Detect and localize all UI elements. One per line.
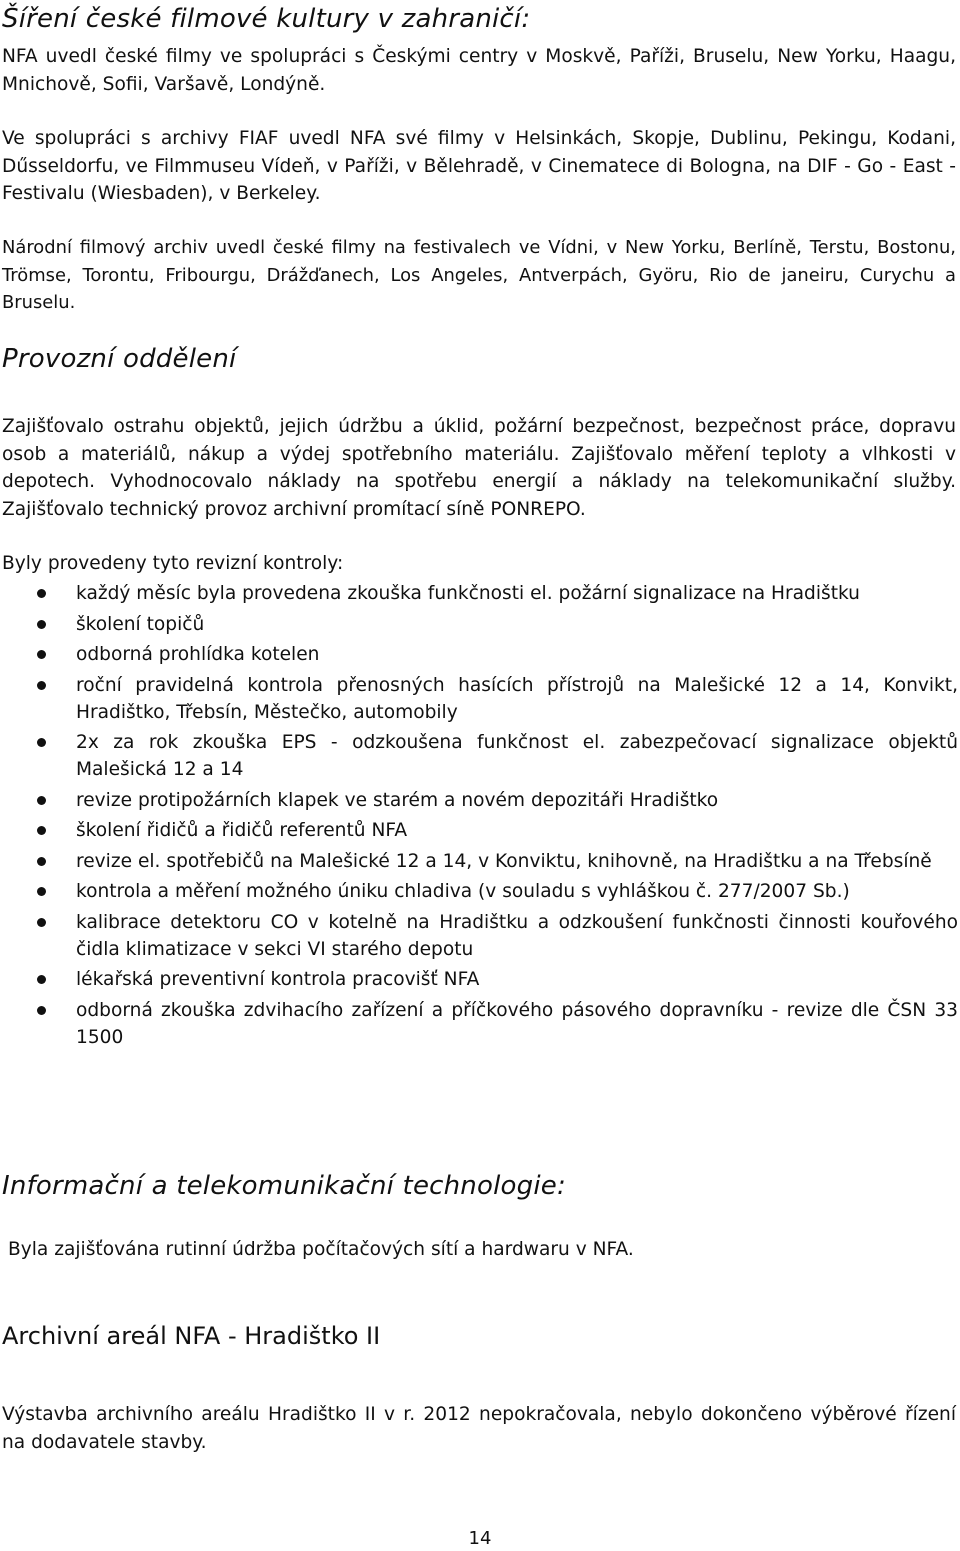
- paragraph-it: Byla zajišťována rutinní údržba počítačových sítí a hardwaru v NFA.: [8, 1239, 634, 1260]
- list-item: revize el. spotřebičů na Malešické 12 a 14, v Konviktu, knihovně, na Hradištku a na Třebsíně: [0, 848, 958, 875]
- bullet-icon: [37, 620, 46, 629]
- heading-culture-abroad: Šíření české filmové kultury v zahraničí:: [2, 4, 531, 34]
- bullet-icon: [37, 918, 46, 927]
- bullet-icon: [37, 975, 46, 984]
- list-item: lékařská preventivní kontrola pracovišť NFA: [0, 966, 958, 993]
- paragraph-archive-area: Výstavba archivního areálu Hradištko II v r. 2012 nepokračovala, nebylo dokončeno výběrové řízení na dodavatele stavby.: [2, 1404, 956, 1453]
- bullet-icon: [37, 826, 46, 835]
- bullet-icon: [37, 857, 46, 866]
- list-item: odborná zkouška zdvihacího zařízení a příčkového pásového dopravníku - revize dle ČSN 33 1500: [0, 997, 958, 1051]
- bullet-icon: [37, 589, 46, 598]
- paragraph-operations: Zajišťovalo ostrahu objektů, jejich údržbu a úklid, požární bezpečnost, bezpečnost práce, dopravu osob a materiálů, nákup a výdej spotřebního materiálu. Zajišťovalo měření teploty a vlhkosti v depotech. Vyhodnocovalo náklady na spotřebu energií a náklady na telekomunikační služby. Zajišťovalo technický provoz archivní promítací síně PONREPO.: [2, 416, 956, 520]
- list-item: revize protipožárních klapek ve starém a novém depozitáři Hradištko: [0, 787, 958, 814]
- bullet-icon: [37, 738, 46, 747]
- bullet-icon: [37, 887, 46, 896]
- paragraph-inspections-intro: Byly provedeny tyto revizní kontroly:: [2, 553, 344, 574]
- inspection-list: [0, 580, 958, 1054]
- bullet-icon: [37, 681, 46, 690]
- heading-it: Informační a telekomunikační technologie:: [2, 1171, 566, 1201]
- heading-archive-area: Archivní areál NFA - Hradištko II: [2, 1322, 381, 1350]
- bullet-icon: [37, 796, 46, 805]
- heading-operations: Provozní oddělení: [2, 344, 237, 374]
- bullet-icon: [37, 1006, 46, 1015]
- paragraph-czech-centres: NFA uvedl české filmy ve spolupráci s Českými centry v Moskvě, Paříži, Bruselu, New Yorku, Haagu, Mnichově, Sofii, Varšavě, Londýně.: [2, 46, 956, 95]
- page-number: 14: [468, 1528, 492, 1549]
- list-item: kontrola a měření možného úniku chladiva (v souladu s vyhláškou č. 277/2007 Sb.): [0, 878, 958, 905]
- list-item: každý měsíc byla provedena zkouška funkčnosti el. požární signalizace na Hradištku: [0, 580, 958, 607]
- paragraph-fiaf-archives: Ve spolupráci s archivy FIAF uvedl NFA své filmy v Helsinkách, Skopje, Dublinu, Pekingu, Kodani, Dűsseldorfu, ve Filmmuseu Vídeň, v Paříži, v Bělehradě, v Cinematece di Bologna, na DIF - Go - East - Festivalu (Wiesbaden), v Berkeley.: [2, 128, 956, 204]
- list-item: školení topičů: [0, 611, 958, 638]
- paragraph-festivals: Národní filmový archiv uvedl české filmy na festivalech ve Vídni, v New Yorku, Berlíně, Terstu, Bostonu, Trömse, Torontu, Fribourgu, Drážďanech, Los Angeles, Antverpách, Györu, Rio de janeiru, Curychu a Bruselu.: [2, 237, 956, 313]
- list-item: 2x za rok zkouška EPS - odzkoušena funkčnost el. zabezpečovací signalizace objektů Malešická 12 a 14: [0, 729, 958, 783]
- list-item: roční pravidelná kontrola přenosných hasících přístrojů na Malešické 12 a 14, Konvikt, Hradištko, Třebsín, Městečko, automobily: [0, 672, 958, 726]
- list-item: školení řidičů a řidičů referentů NFA: [0, 817, 958, 844]
- bullet-icon: [37, 650, 46, 659]
- list-item: kalibrace detektoru CO v kotelně na Hradištku a odzkoušení funkčnosti činnosti kouřového čidla klimatizace v sekci VI starého depotu: [0, 909, 958, 963]
- list-item: odborná prohlídka kotelen: [0, 641, 958, 668]
